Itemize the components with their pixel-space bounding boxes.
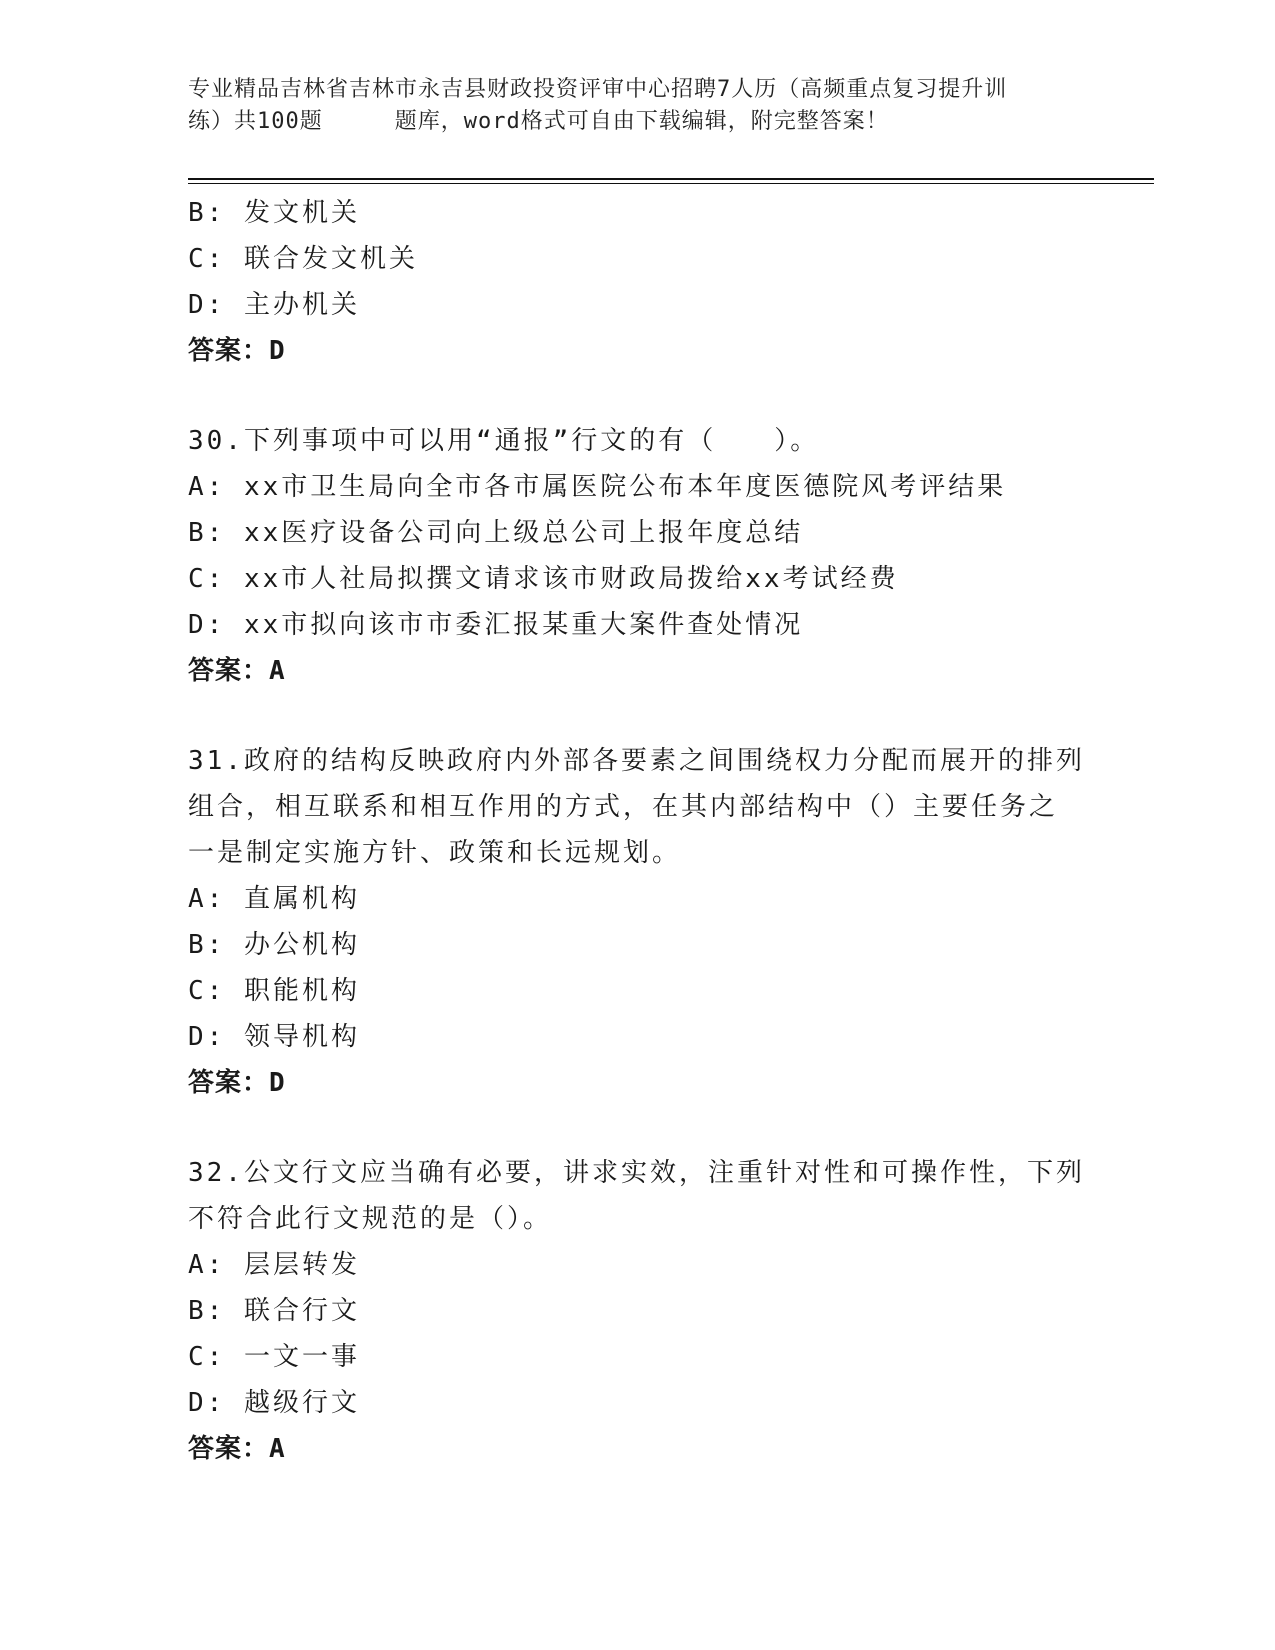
header-count: 练）共100题	[188, 109, 323, 134]
option-b: B: 发文机关	[188, 198, 360, 228]
header-title-line-1: 专业精品吉林省吉林市永吉县财政投资评审中心招聘7人历（高频重点复习提升训	[188, 77, 1008, 102]
option-c: C: 一文一事	[188, 1342, 360, 1372]
header-format-note: 题库，word格式可自由下载编辑，附完整答案！	[394, 109, 889, 134]
option-b: B: 联合行文	[188, 1296, 360, 1326]
option-d: D: 越级行文	[188, 1388, 360, 1418]
question-32	[188, 1150, 1088, 1472]
answer-line: 答案：A	[188, 1434, 286, 1464]
question-29-tail	[188, 190, 1088, 374]
question-stem-line-2: 组合，相互联系和相互作用的方式，在其内部结构中（）主要任务之	[188, 792, 1059, 822]
option-c: C: 职能机构	[188, 976, 360, 1006]
question-stem: 30.下列事项中可以用“通报”行文的有（ ）。	[188, 426, 820, 456]
option-b: B: 办公机构	[188, 930, 360, 960]
option-c: C: xx市人社局拟撰文请求该市财政局拨给xx考试经费	[188, 564, 899, 594]
option-a: A: 层层转发	[188, 1250, 360, 1280]
page-header	[188, 74, 1088, 138]
question-31	[188, 738, 1088, 1106]
answer-line: 答案：D	[188, 1068, 286, 1098]
question-30	[188, 418, 1088, 694]
question-stem-line-1: 32.公文行文应当确有必要，讲求实效，注重针对性和可操作性，下列	[188, 1158, 1085, 1188]
header-title-line-2	[188, 106, 1088, 138]
option-d: D: xx市拟向该市市委汇报某重大案件查处情况	[188, 610, 804, 640]
option-d: D: 领导机构	[188, 1022, 360, 1052]
option-d: D: 主办机关	[188, 290, 360, 320]
option-a: A: xx市卫生局向全市各市属医院公布本年度医德院风考评结果	[188, 472, 1007, 502]
question-stem-line-3: 一是制定实施方针、政策和长远规划。	[188, 838, 682, 868]
question-stem-line-2: 不符合此行文规范的是（）。	[188, 1204, 553, 1234]
answer-line: 答案：A	[188, 656, 286, 686]
question-stem-line-1: 31.政府的结构反映政府内外部各要素之间围绕权力分配而展开的排列	[188, 746, 1085, 776]
document-content	[188, 190, 1088, 1472]
option-b: B: xx医疗设备公司向上级总公司上报年度总结	[188, 518, 804, 548]
option-a: A: 直属机构	[188, 884, 360, 914]
answer-line: 答案：D	[188, 336, 286, 366]
header-rule-thick	[188, 178, 1154, 180]
header-rule-thin	[188, 183, 1154, 184]
option-c: C: 联合发文机关	[188, 244, 418, 274]
